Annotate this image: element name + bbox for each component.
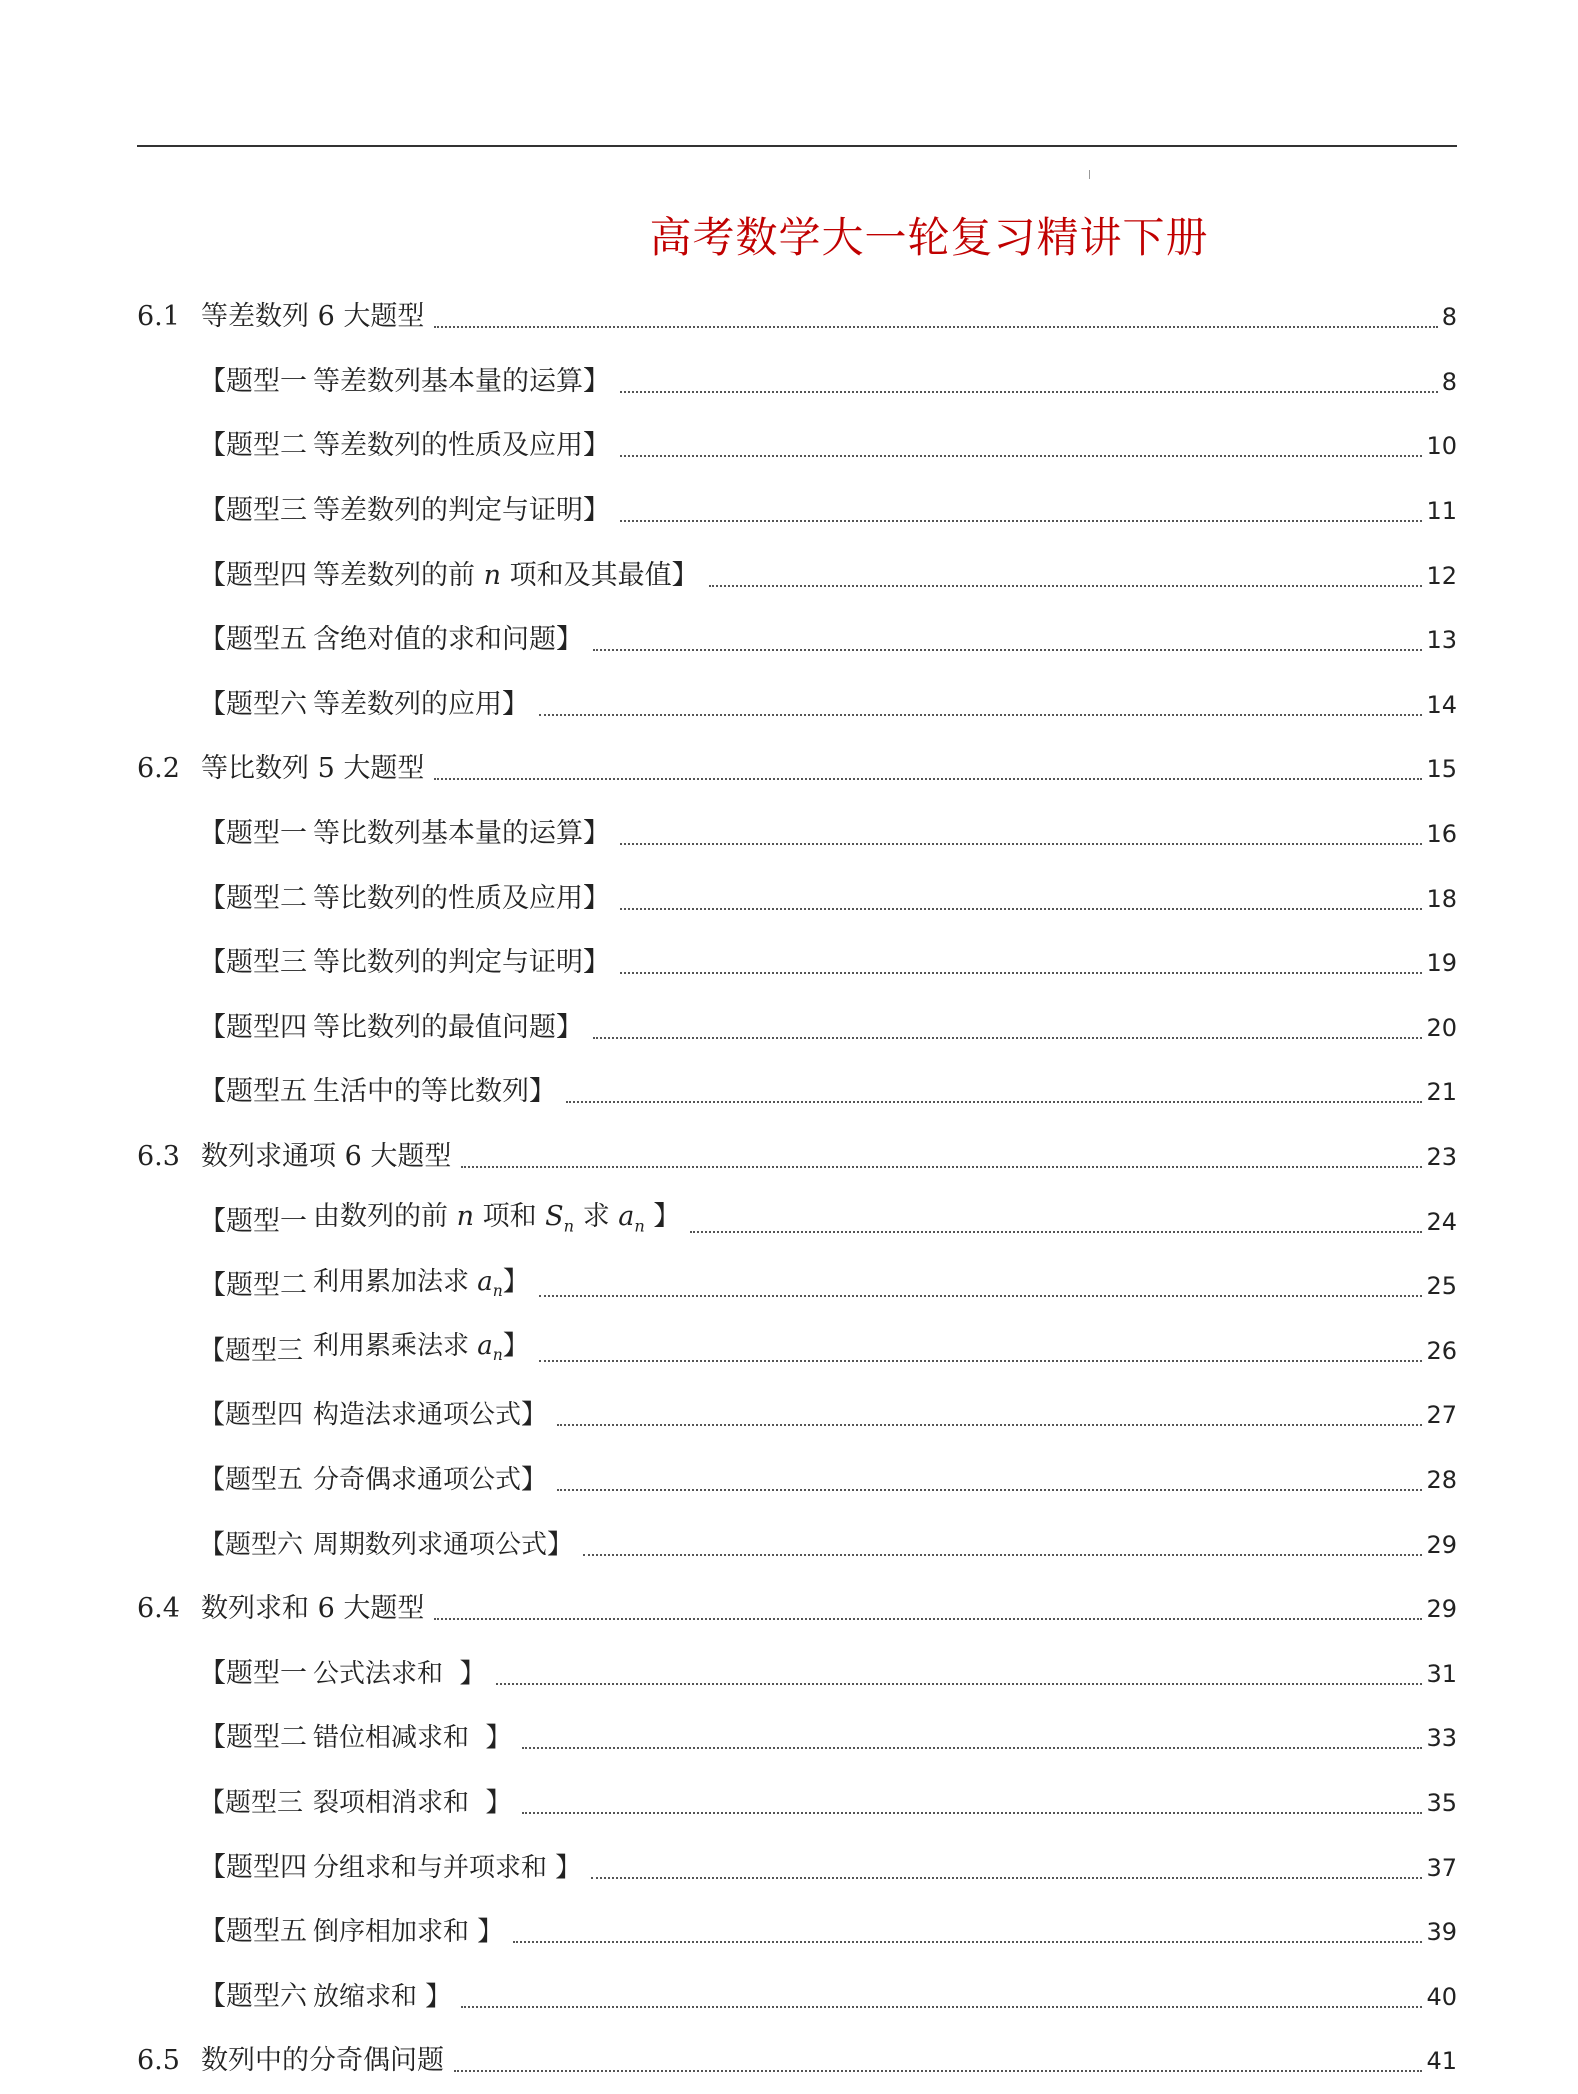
item-close-bracket: 】 [443,1658,486,1689]
item-close-bracket: 】 [521,1464,548,1495]
item-title [313,1072,556,1112]
math-subscript: n [492,1346,503,1365]
dot-leader [591,1877,1422,1879]
toc-item-row[interactable] [137,479,1457,544]
item-title-text: 放缩求和 [313,1981,418,2012]
dot-leader [620,520,1422,522]
item-title-text: 裂项相消求和 [313,1787,470,1818]
dot-leader [620,972,1422,974]
item-title [313,1326,529,1375]
item-title [313,1718,512,1758]
page-number: 25 [1426,1272,1457,1301]
item-title-text: 利用累乘法求 [313,1331,470,1362]
item-title-text: 等差数列的性质及应用 [313,430,583,462]
item-title-text: 等比数列基本量的运算 [313,818,583,850]
item-title [313,1783,512,1823]
toc-item-row[interactable] [137,1448,1457,1513]
item-title [313,685,529,725]
section-number: 6.5 [137,2045,180,2077]
item-label: 【题型五 [199,1076,307,1108]
section-title: 等差数列 6 大题型 [201,301,425,333]
item-label: 【题型四 [199,1851,307,1883]
item-label: 【题型四 [199,559,307,591]
item-label: 【题型三 [199,495,307,527]
item-title-text: 等差数列基本量的运算 [313,365,583,397]
item-title-text: 错位相减求和 [313,1723,470,1754]
dot-leader [434,326,1437,328]
item-label: 【题型六 [199,1980,307,2012]
item-title [313,1525,573,1565]
page-number: 15 [1426,755,1457,784]
section-number: 6.4 [137,1593,180,1625]
toc-item-row[interactable] [137,1319,1457,1384]
toc-item-row[interactable] [137,350,1457,415]
dot-leader [522,1812,1423,1814]
item-title-text: 含绝对值的求和问题 [313,624,556,656]
item-close-bracket: 】 [469,1787,512,1818]
item-label: 【题型二 [199,430,307,462]
item-label: 【题型五 [199,624,307,656]
page-number: 10 [1426,432,1457,461]
math-subscript: n [563,1216,575,1236]
item-title [313,943,610,983]
item-title-after: 求 [582,1200,610,1232]
toc-item-row[interactable] [137,1900,1457,1965]
dot-leader [513,1941,1422,1943]
item-label: 【题型一 [199,1205,307,1237]
toc-item-row[interactable] [137,1189,1457,1254]
section-number: 6.2 [137,753,180,785]
dot-leader [434,778,1422,780]
page-number: 24 [1426,1207,1457,1236]
header-rule [137,145,1457,147]
math-variable: a [477,1331,493,1362]
toc-item-row[interactable] [137,608,1457,673]
item-label: 【题型三 [199,1335,304,1366]
item-label: 【题型五 [199,1464,304,1495]
item-close-bracket: 】 [521,1400,548,1431]
item-label: 【题型一 [199,818,307,850]
item-label: 【题型一 [199,365,307,397]
toc-item-row[interactable] [137,1060,1457,1125]
toc-section-row[interactable] [137,737,1457,802]
item-label: 【题型三 [199,947,307,979]
section-title: 数列中的分奇偶问题 [201,2045,444,2077]
item-title-text: 倒序相加求和 [313,1917,470,1948]
item-label: 【题型二 [199,882,307,914]
page-number: 8 [1441,303,1457,332]
item-close-bracket: 】 [502,688,529,720]
item-label: 【题型四 [199,1400,304,1431]
item-close-bracket: 】 [469,1723,512,1754]
dot-leader [593,1037,1422,1039]
dot-leader [539,1360,1423,1362]
toc-item-row[interactable] [137,802,1457,867]
math-variable: n [483,559,501,591]
item-close-bracket: 】 [583,430,610,462]
toc-item-row[interactable] [137,1254,1457,1319]
item-close-bracket: 】 [469,1917,504,1948]
page-number: 33 [1426,1724,1457,1753]
item-title [313,1262,529,1311]
page-number: 14 [1426,690,1457,719]
section-number: 6.1 [137,301,180,333]
item-close-bracket: 】 [502,1331,529,1362]
page-number: 35 [1426,1788,1457,1817]
item-title-text: 等比数列的性质及应用 [313,882,583,914]
toc-item-row[interactable] [137,1964,1457,2029]
dot-leader [461,2006,1422,2008]
item-close-bracket: 】 [556,1011,583,1043]
item-title [313,1197,680,1246]
toc-item-row[interactable] [137,1835,1457,1900]
item-title [313,879,610,919]
toc-item-row[interactable] [137,1771,1457,1836]
math-subscript: n [492,1281,503,1300]
dot-leader [566,1101,1422,1103]
math-variable: a [477,1266,493,1297]
math-variable: a [618,1200,635,1232]
toc-item-row[interactable] [137,996,1457,1061]
dot-leader [539,714,1422,716]
page-number: 12 [1426,561,1457,590]
page-number: 41 [1426,2047,1457,2076]
item-title [313,1460,547,1500]
item-label: 【题型一 [199,1657,307,1689]
item-title [313,1395,547,1435]
dot-leader [496,1683,1423,1685]
item-close-bracket: 】 [644,1200,681,1232]
item-close-bracket: 】 [556,624,583,656]
dot-leader [709,585,1423,587]
dot-leader [620,908,1422,910]
item-close-bracket: 】 [583,365,610,397]
toc-item-row[interactable] [137,931,1457,996]
toc-item-row[interactable] [137,1641,1457,1706]
item-label: 【题型四 [199,1011,307,1043]
item-title-after: 项和 [482,1200,537,1232]
item-close-bracket: 】 [583,947,610,979]
item-title [313,1912,503,1952]
dot-leader [593,649,1422,651]
page-number: 18 [1426,884,1457,913]
page-number: 8 [1441,367,1457,396]
item-close-bracket: 】 [583,818,610,850]
item-title-text: 等差数列的判定与证明 [313,495,583,527]
page-number: 19 [1426,949,1457,978]
page-number: 29 [1426,1530,1457,1559]
dot-leader [557,1424,1422,1426]
page-number: 13 [1426,626,1457,655]
item-close-bracket: 】 [671,559,699,591]
item-title [313,620,583,660]
page-number: 11 [1426,497,1457,526]
item-label: 【题型三 [199,1787,304,1818]
item-label: 【题型六 [199,688,307,720]
page-number: 40 [1426,1982,1457,2011]
toc-item-row[interactable] [137,673,1457,738]
table-of-contents [137,285,1457,2094]
item-title-text: 构造法求通项公式 [313,1400,522,1431]
dot-leader [620,391,1438,393]
text-cursor-mark [1089,170,1090,179]
dot-leader [454,2070,1422,2072]
item-label: 【题型二 [199,1270,307,1302]
item-title-text: 公式法求和 [313,1658,444,1689]
item-title-text: 分奇偶求通项公式 [313,1464,522,1495]
dot-leader [557,1489,1422,1491]
page-number: 28 [1426,1465,1457,1494]
item-close-bracket: 】 [583,882,610,914]
item-close-bracket: 】 [502,1266,529,1297]
item-close-bracket: 】 [529,1076,556,1108]
page-number: 29 [1426,1595,1457,1624]
item-title-text: 分组求和与并项求和 [313,1852,548,1883]
dot-leader [522,1747,1423,1749]
item-close-bracket: 】 [547,1852,582,1883]
dot-leader [461,1166,1422,1168]
toc-item-row[interactable] [137,1706,1457,1771]
item-label: 【题型五 [199,1916,307,1948]
math-subscript: n [634,1216,645,1236]
item-label: 【题型六 [199,1529,304,1560]
dot-leader [690,1231,1422,1233]
toc-section-row[interactable] [137,1577,1457,1642]
math-variable: n [456,1200,474,1232]
dot-leader [620,455,1422,457]
item-title-text: 等比数列的判定与证明 [313,947,583,979]
item-close-bracket: 】 [417,1981,452,2012]
page-number: 37 [1426,1853,1457,1882]
toc-item-row[interactable] [137,543,1457,608]
page-number: 26 [1426,1336,1457,1365]
item-title-text: 生活中的等比数列 [313,1076,529,1108]
item-title-text: 利用累加法求 [313,1266,470,1297]
item-label: 【题型二 [199,1722,307,1754]
item-title-text: 等差数列的应用 [313,688,502,720]
document-title: 高考数学大一轮复习精讲下册 [649,213,1209,262]
item-close-bracket: 】 [547,1529,574,1560]
toc-section-row[interactable] [137,1125,1457,1190]
dot-leader [583,1554,1422,1556]
dot-leader [620,843,1422,845]
toc-item-row[interactable] [137,414,1457,479]
page-number: 31 [1426,1659,1457,1688]
toc-item-row[interactable] [137,1512,1457,1577]
toc-item-row[interactable] [137,866,1457,931]
section-number: 6.3 [137,1141,180,1173]
page-number: 23 [1426,1143,1457,1172]
item-title-after: 项和及其最值 [509,559,672,591]
item-title-text: 等差数列的前 [313,559,475,591]
item-close-bracket: 】 [583,495,610,527]
math-variable: S [545,1200,564,1232]
toc-section-row[interactable] [137,2029,1457,2094]
item-title-text: 等比数列的最值问题 [313,1011,556,1043]
dot-leader [539,1295,1423,1297]
item-title [313,426,610,466]
section-title: 等比数列 5 大题型 [201,753,425,785]
item-title [313,1848,581,1888]
item-title [313,1654,486,1694]
item-title [313,1008,583,1048]
item-title [313,362,610,402]
page-number: 16 [1426,820,1457,849]
page-number: 20 [1426,1013,1457,1042]
dot-leader [434,1618,1422,1620]
item-title [313,491,610,531]
item-title [313,556,699,596]
page-number: 27 [1426,1401,1457,1430]
section-title: 数列求和 6 大题型 [201,1593,425,1625]
section-title: 数列求通项 6 大题型 [201,1141,452,1173]
item-title-text: 由数列的前 [313,1200,448,1232]
page-number: 39 [1426,1918,1457,1947]
item-title [313,1977,451,2017]
page-number: 21 [1426,1078,1457,1107]
toc-section-row[interactable] [137,285,1457,350]
item-title-text: 周期数列求通项公式 [313,1529,548,1560]
item-title [313,814,610,854]
toc-item-row[interactable] [137,1383,1457,1448]
